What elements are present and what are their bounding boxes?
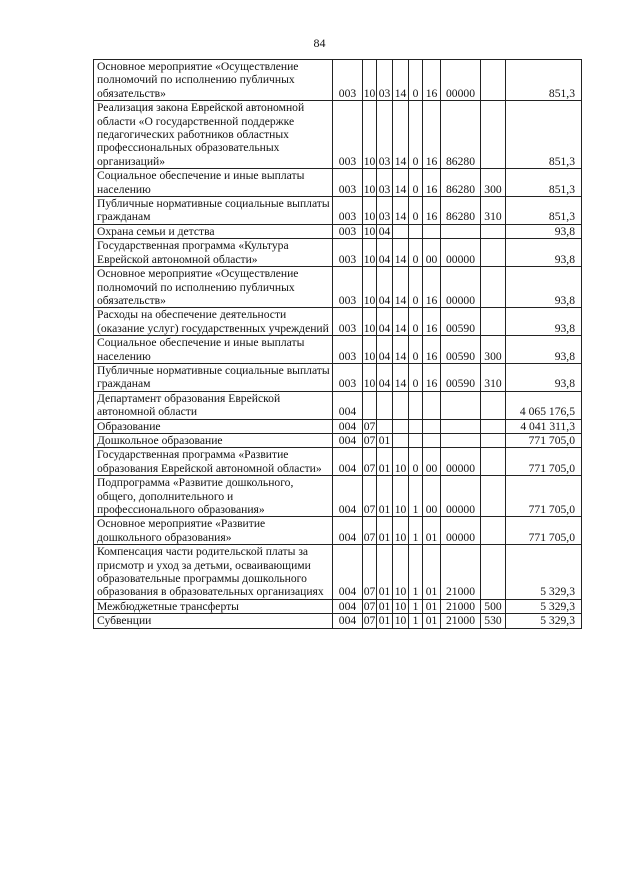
row-subprogram: 1 [409, 614, 423, 628]
row-gr: 003 [333, 169, 363, 197]
row-program: 14 [393, 197, 409, 225]
row-expense-type: 500 [481, 599, 506, 613]
row-pr: 01 [377, 448, 393, 476]
table-row [94, 545, 582, 600]
row-expense-type: 310 [481, 363, 506, 391]
row-pr: 01 [377, 599, 393, 613]
row-expense-type [481, 476, 506, 517]
row-event: 16 [423, 267, 441, 308]
table-row [94, 267, 582, 308]
row-name: Образование [94, 419, 333, 433]
row-name: Основное мероприятие «Осуществление полномочий по исполнению публичных обязательств» [94, 267, 333, 308]
row-gr: 003 [333, 224, 363, 238]
row-program [393, 224, 409, 238]
row-name: Публичные нормативные социальные выплаты гражданам [94, 363, 333, 391]
row-name: Подпрограмма «Развитие дошкольного, общего, дополнительного и профессионального образования» [94, 476, 333, 517]
row-subprogram: 0 [409, 101, 423, 169]
table-row [94, 476, 582, 517]
row-name: Компенсация части родительской платы за присмотр и уход за детьми, осваивающими образовательные программы дошкольного образования в образовательных организациях [94, 545, 333, 600]
row-direction: 00000 [441, 476, 481, 517]
row-subprogram: 0 [409, 197, 423, 225]
row-direction: 00590 [441, 363, 481, 391]
row-name: Государственная программа «Культура Еврейской автономной области» [94, 239, 333, 267]
table-row [94, 517, 582, 545]
row-expense-type [481, 308, 506, 336]
table-row [94, 336, 582, 364]
row-sum: 851,3 [506, 197, 582, 225]
row-direction: 00000 [441, 517, 481, 545]
row-event: 16 [423, 336, 441, 364]
row-program [393, 391, 409, 419]
row-pr: 04 [377, 239, 393, 267]
row-name: Основное мероприятие «Осуществление полномочий по исполнению публичных обязательств» [94, 60, 333, 101]
row-rz: 07 [363, 599, 376, 613]
row-pr: 01 [377, 545, 393, 600]
row-sum: 851,3 [506, 60, 582, 101]
row-event: 00 [423, 448, 441, 476]
table-row [94, 433, 582, 447]
row-sum: 4 041 311,3 [506, 419, 582, 433]
row-sum: 5 329,3 [506, 614, 582, 628]
row-expense-type [481, 419, 506, 433]
row-event: 00 [423, 239, 441, 267]
row-event [423, 433, 441, 447]
row-program [393, 433, 409, 447]
row-event: 16 [423, 363, 441, 391]
row-program: 14 [393, 336, 409, 364]
row-rz: 07 [363, 476, 377, 517]
row-name: Социальное обеспечение и иные выплаты населению [94, 169, 333, 197]
row-pr: 04 [377, 224, 393, 238]
row-direction [441, 391, 481, 419]
row-gr: 004 [333, 517, 363, 545]
row-rz: 07 [363, 448, 377, 476]
row-direction: 21000 [441, 614, 481, 628]
row-program: 14 [393, 267, 409, 308]
table-row [94, 448, 582, 476]
row-subprogram: 1 [409, 599, 423, 613]
table-row [94, 599, 582, 613]
row-rz: 10 [363, 267, 377, 308]
row-pr: 01 [377, 614, 393, 628]
row-direction: 00000 [441, 239, 481, 267]
row-sum: 93,8 [506, 363, 582, 391]
row-sum: 771 705,0 [506, 448, 582, 476]
row-subprogram: 0 [409, 336, 423, 364]
row-subprogram [409, 419, 423, 433]
row-rz: 10 [363, 224, 376, 238]
row-gr: 003 [333, 267, 363, 308]
row-event: 16 [423, 169, 441, 197]
row-expense-type [481, 224, 506, 238]
row-subprogram [409, 391, 423, 419]
row-direction: 21000 [441, 599, 481, 613]
row-sum: 5 329,3 [506, 599, 582, 613]
row-name: Расходы на обеспечение деятельности (оказание услуг) государственных учреждений [94, 308, 333, 336]
row-sum: 771 705,0 [506, 433, 582, 447]
row-gr: 003 [333, 308, 363, 336]
row-subprogram: 0 [409, 169, 423, 197]
row-direction [441, 433, 481, 447]
row-sum: 771 705,0 [506, 517, 582, 545]
row-pr: 01 [377, 517, 393, 545]
row-expense-type: 300 [481, 169, 506, 197]
row-pr: 04 [377, 336, 393, 364]
row-event: 01 [423, 614, 441, 628]
row-event [423, 224, 441, 238]
row-gr: 003 [333, 101, 363, 169]
row-expense-type [481, 517, 506, 545]
row-direction: 21000 [441, 545, 481, 600]
row-program: 14 [393, 60, 409, 101]
row-name: Дошкольное образование [94, 433, 333, 447]
row-sum: 93,8 [506, 267, 582, 308]
row-pr: 03 [377, 197, 393, 225]
row-subprogram: 1 [409, 517, 423, 545]
row-pr: 03 [377, 101, 393, 169]
row-expense-type [481, 545, 506, 600]
row-expense-type [481, 433, 506, 447]
row-sum: 851,3 [506, 101, 582, 169]
row-event [423, 391, 441, 419]
row-program: 14 [393, 101, 409, 169]
row-rz: 10 [363, 60, 377, 101]
row-expense-type: 310 [481, 197, 506, 225]
row-pr: 03 [377, 169, 393, 197]
row-program: 10 [393, 517, 409, 545]
row-event: 16 [423, 101, 441, 169]
row-direction: 00590 [441, 308, 481, 336]
row-pr: 04 [377, 267, 393, 308]
row-sum: 4 065 176,5 [506, 391, 582, 419]
row-gr: 003 [333, 239, 363, 267]
table-row [94, 224, 582, 238]
row-expense-type [481, 101, 506, 169]
row-program: 10 [393, 448, 409, 476]
row-program [393, 419, 409, 433]
table-row [94, 419, 582, 433]
table-row [94, 363, 582, 391]
row-direction: 00590 [441, 336, 481, 364]
row-program: 14 [393, 363, 409, 391]
row-subprogram: 1 [409, 545, 423, 600]
row-program: 14 [393, 169, 409, 197]
row-pr: 03 [377, 60, 393, 101]
row-rz: 07 [363, 545, 377, 600]
row-gr: 003 [333, 363, 363, 391]
page-number: 84 [313, 36, 326, 50]
row-rz: 10 [363, 308, 377, 336]
row-direction: 00000 [441, 448, 481, 476]
row-program: 10 [393, 599, 409, 613]
table-row [94, 197, 582, 225]
row-event [423, 419, 441, 433]
row-gr: 003 [333, 60, 363, 101]
row-event: 01 [423, 599, 441, 613]
row-name: Социальное обеспечение и иные выплаты населению [94, 336, 333, 364]
row-program: 14 [393, 239, 409, 267]
row-rz: 10 [363, 169, 377, 197]
row-pr: 01 [377, 476, 393, 517]
row-event: 16 [423, 308, 441, 336]
row-rz: 07 [363, 614, 376, 628]
row-event: 01 [423, 517, 441, 545]
row-sum: 93,8 [506, 336, 582, 364]
table-row [94, 101, 582, 169]
row-subprogram: 0 [409, 60, 423, 101]
row-expense-type [481, 239, 506, 267]
row-sum: 93,8 [506, 224, 582, 238]
row-subprogram: 0 [409, 267, 423, 308]
row-sum: 93,8 [506, 308, 582, 336]
row-subprogram: 0 [409, 239, 423, 267]
table-row [94, 308, 582, 336]
row-direction: 00000 [441, 60, 481, 101]
row-gr: 004 [333, 599, 363, 613]
row-direction [441, 419, 481, 433]
row-direction: 86280 [441, 169, 481, 197]
row-gr: 004 [333, 391, 363, 419]
row-subprogram: 1 [409, 476, 423, 517]
row-subprogram [409, 224, 423, 238]
table-row [94, 614, 582, 628]
row-event: 16 [423, 60, 441, 101]
row-subprogram: 0 [409, 308, 423, 336]
row-expense-type [481, 267, 506, 308]
row-rz: 07 [363, 433, 376, 447]
row-pr: 04 [377, 308, 393, 336]
row-subprogram: 0 [409, 363, 423, 391]
row-pr [377, 391, 393, 419]
table-row [94, 391, 582, 419]
row-pr: 01 [377, 433, 393, 447]
row-program: 10 [393, 614, 409, 628]
row-direction: 86280 [441, 197, 481, 225]
row-rz: 10 [363, 197, 377, 225]
row-direction: 00000 [441, 267, 481, 308]
table-row [94, 60, 582, 101]
row-name: Реализация закона Еврейской автономной области «О государственной поддержке педагогических работников областных профессиональных образовательных организаций» [94, 101, 333, 169]
row-gr: 004 [333, 545, 363, 600]
row-rz: 10 [363, 101, 377, 169]
row-pr: 04 [377, 363, 393, 391]
row-name: Государственная программа «Развитие образования Еврейской автономной области» [94, 448, 333, 476]
table-row [94, 169, 582, 197]
row-sum: 93,8 [506, 239, 582, 267]
row-name: Департамент образования Еврейской автономной области [94, 391, 333, 419]
row-subprogram: 0 [409, 448, 423, 476]
budget-table [93, 59, 582, 629]
row-rz [363, 391, 377, 419]
row-rz: 10 [363, 363, 377, 391]
row-expense-type: 530 [481, 614, 506, 628]
row-expense-type [481, 448, 506, 476]
row-event: 01 [423, 545, 441, 600]
row-sum: 851,3 [506, 169, 582, 197]
row-event: 00 [423, 476, 441, 517]
row-gr: 004 [333, 448, 363, 476]
row-gr: 003 [333, 336, 363, 364]
row-gr: 004 [333, 476, 363, 517]
row-rz: 10 [363, 336, 377, 364]
row-expense-type: 300 [481, 336, 506, 364]
row-direction: 86280 [441, 101, 481, 169]
row-rz: 07 [363, 419, 376, 433]
row-name: Публичные нормативные социальные выплаты гражданам [94, 197, 333, 225]
row-program: 10 [393, 476, 409, 517]
row-sum: 771 705,0 [506, 476, 582, 517]
row-expense-type [481, 60, 506, 101]
row-direction [441, 224, 481, 238]
row-rz: 10 [363, 239, 377, 267]
row-name: Межбюджетные трансферты [94, 599, 333, 613]
table-row [94, 239, 582, 267]
row-program: 14 [393, 308, 409, 336]
row-name: Основное мероприятие «Развитие дошкольного образования» [94, 517, 333, 545]
row-gr: 004 [333, 419, 363, 433]
row-event: 16 [423, 197, 441, 225]
row-gr: 004 [333, 614, 363, 628]
row-sum: 5 329,3 [506, 545, 582, 600]
row-expense-type [481, 391, 506, 419]
row-subprogram [409, 433, 423, 447]
row-rz: 07 [363, 517, 377, 545]
row-name: Охрана семьи и детства [94, 224, 333, 238]
row-gr: 004 [333, 433, 363, 447]
row-program: 10 [393, 545, 409, 600]
row-name: Субвенции [94, 614, 333, 628]
row-pr [377, 419, 393, 433]
row-gr: 003 [333, 197, 363, 225]
